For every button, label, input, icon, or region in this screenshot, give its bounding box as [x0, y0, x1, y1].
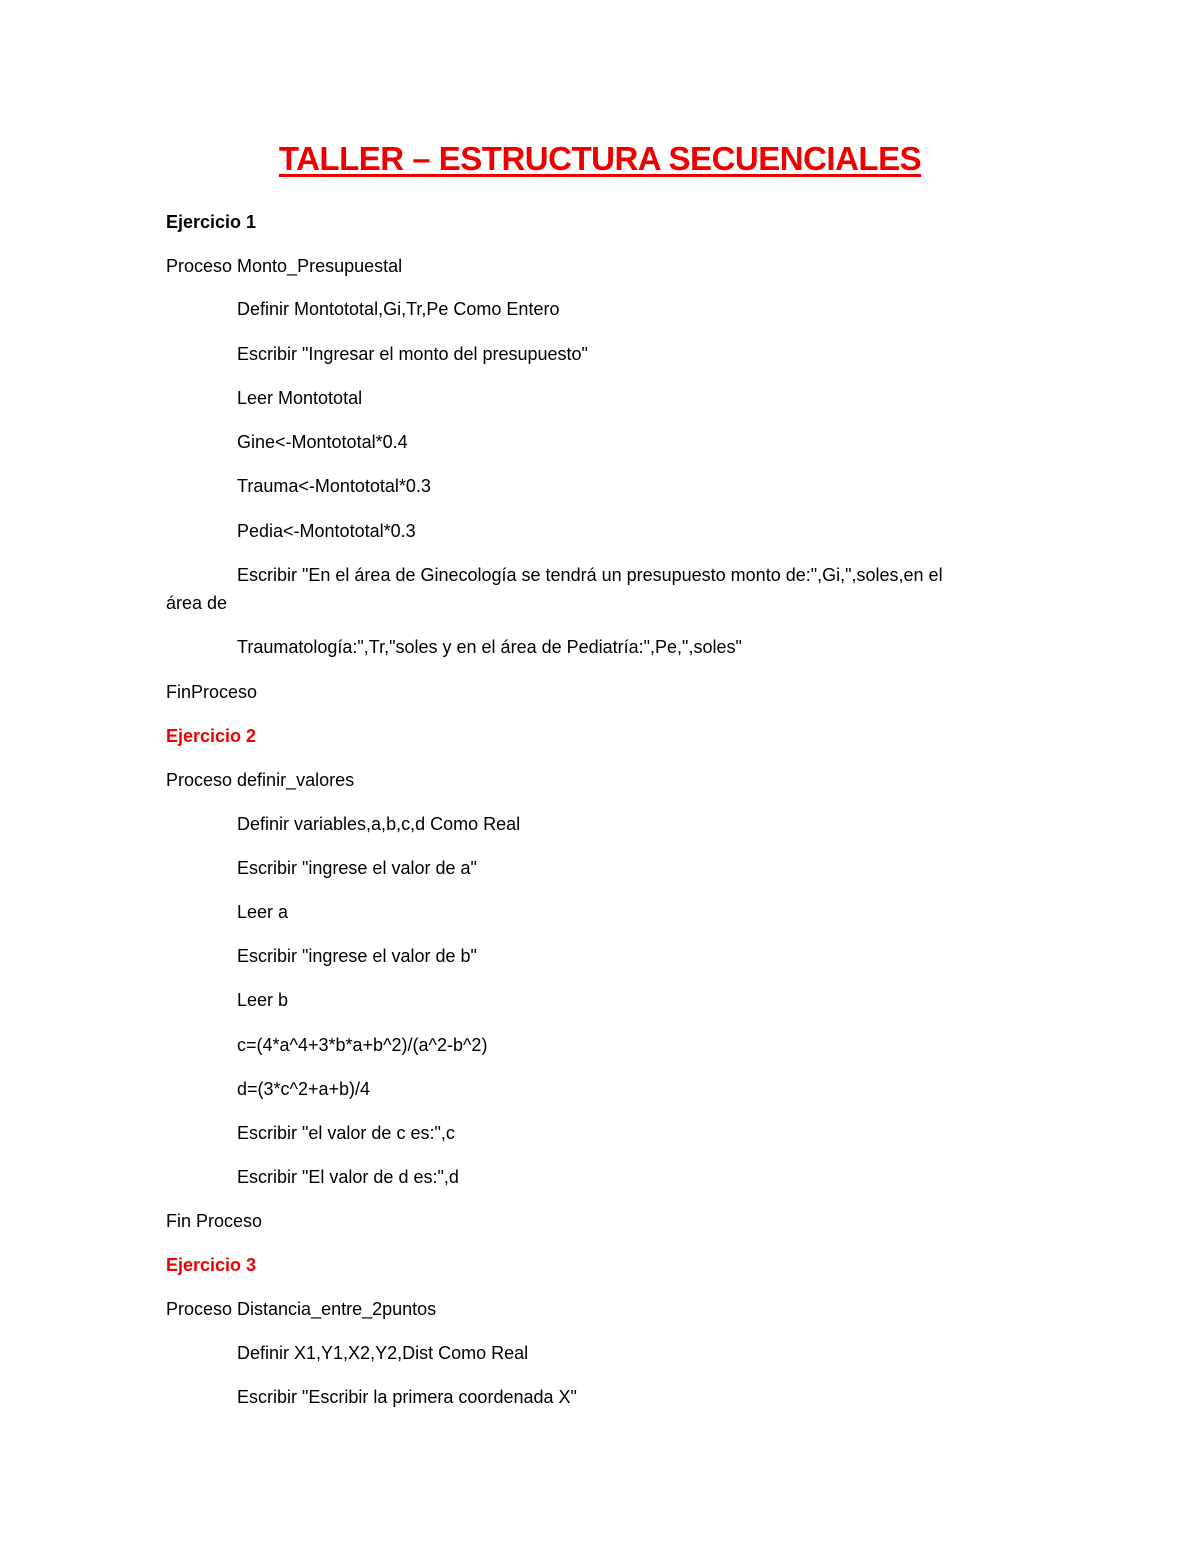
code-line: Definir X1,Y1,X2,Y2,Dist Como Real — [237, 1343, 529, 1363]
code-line: Definir Montototal,Gi,Tr,Pe Como Entero — [237, 299, 560, 319]
code-line: Definir variables,a,b,c,d Como Real — [237, 814, 521, 834]
code-line: Escribir "ingrese el valor de b" — [237, 946, 477, 966]
code-line: FinProceso — [166, 682, 258, 702]
code-line: Escribir "el valor de c es:",c — [237, 1123, 455, 1143]
code-line: Pedia<-Montototal*0.3 — [237, 521, 416, 541]
exercise-2-heading: Ejercicio 2 — [166, 726, 257, 746]
code-line: Gine<-Montototal*0.4 — [237, 432, 408, 452]
code-line: Traumatología:",Tr,"soles y en el área de Pediatría:",Pe,",soles" — [237, 637, 742, 657]
code-line: Leer b — [237, 990, 289, 1010]
code-line: Escribir "En el área de Ginecología se tendrá un presupuesto monto de:",Gi,",soles,en el — [237, 565, 943, 585]
code-line: Proceso Monto_Presupuestal — [166, 256, 403, 276]
document-title: TALLER – ESTRUCTURA SECUENCIALES — [278, 140, 922, 177]
code-line: área de — [166, 593, 228, 613]
code-line: Trauma<-Montototal*0.3 — [237, 476, 431, 496]
code-line: d=(3*c^2+a+b)/4 — [237, 1079, 371, 1099]
code-line: c=(4*a^4+3*b*a+b^2)/(a^2-b^2) — [237, 1035, 488, 1055]
code-line: Leer Montototal — [237, 388, 363, 408]
exercise-1-heading: Ejercicio 1 — [166, 212, 257, 232]
code-line: Escribir "Ingresar el monto del presupuesto" — [237, 344, 588, 364]
code-line: Escribir "El valor de d es:",d — [237, 1167, 459, 1187]
code-line: Proceso definir_valores — [166, 770, 355, 790]
code-line: Fin Proceso — [166, 1211, 263, 1231]
exercise-3-heading: Ejercicio 3 — [166, 1255, 257, 1275]
code-line: Escribir "Escribir la primera coordenada X" — [237, 1387, 577, 1407]
code-line: Escribir "ingrese el valor de a" — [237, 858, 477, 878]
code-line: Proceso Distancia_entre_2puntos — [166, 1299, 437, 1319]
code-line: Leer a — [237, 902, 289, 922]
